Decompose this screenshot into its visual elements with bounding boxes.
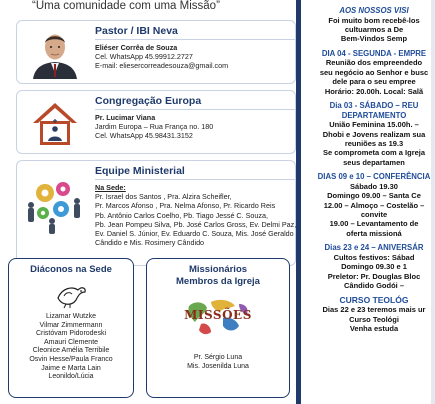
day3-line: Se comprometa com a Igreja	[322, 148, 426, 158]
europa-phone: Cel. WhatsApp 45.98431.3152	[95, 131, 193, 141]
ministerial-card	[16, 160, 296, 266]
missionario-name: Pr. Sérgio Luna	[193, 354, 243, 361]
day4-line: seu negócio ao Senhor e busc	[319, 67, 429, 77]
ministerial-line: Cândido e Mis. Rosimery Cândido	[95, 238, 205, 248]
day9-line: convite	[360, 210, 388, 220]
pastor-name: Eliéser Corrêa de Souza	[95, 43, 178, 52]
pastor-card	[16, 20, 296, 84]
diacono-name: Leonildo/Lúcia	[48, 373, 94, 381]
day23-title: Dias 23 e 24 – ANIVERSÁR	[324, 243, 424, 253]
diacono-name: Osvin Hesse/Paula Franco	[29, 355, 113, 363]
missionarios-box	[146, 258, 290, 398]
day9-line: 19.00 – Levantamento de	[329, 219, 419, 229]
europa-card	[16, 90, 296, 154]
diacono-name: Vilmar Zimmermann	[39, 321, 103, 329]
day23-line: Cândido Godói –	[344, 281, 404, 291]
diaconos-title: Diáconos na Sede	[30, 264, 112, 275]
day3-line: União Feminina 15.00h. –	[329, 120, 419, 130]
pastor-email[interactable]: E-mail: eliesercorreadesouza@gmail.com	[95, 61, 229, 71]
day9-line: oferta missioná	[346, 228, 402, 238]
day9-title: DIAS 09 e 10 – CONFERÊNCIA	[317, 172, 431, 182]
church-house-icon	[21, 97, 89, 149]
pastor-photo	[21, 27, 89, 79]
diacono-name: Jaime e Marta Lain	[41, 364, 101, 372]
ministerial-line: Pr. Marcos Afonso , Pra. Nelma Afonso, Pr. Ricardo Reis	[95, 201, 276, 211]
day3-title: Dia 03 - SÁBADO – REU	[329, 101, 419, 111]
slogan: “Uma comunidade com uma Missão”	[32, 0, 220, 12]
diacono-name: Cristóvam Pidorodeski	[35, 330, 107, 338]
missionario-name: Mis. Josenilda Luna	[187, 362, 249, 370]
day3-title-2: DEPARTAMENTO	[341, 110, 407, 120]
pastor-title: Pastor / IBI Neva	[95, 25, 295, 40]
visitors-line: Foi muito bom recebê-los	[328, 15, 420, 25]
curso-line: Dias 22 e 23 teremos mais ur	[322, 305, 426, 315]
europa-pastor-name: Pr. Lucimar Viana	[95, 113, 156, 122]
curso-line: Curso Teológi	[349, 314, 399, 324]
europa-address: Jardim Europa – Rua França no. 180	[95, 122, 214, 132]
visitors-line: cultuarmos a De	[344, 25, 404, 34]
missionarios-title-2: Membros da Igreja	[176, 276, 260, 287]
left-column	[0, 14, 296, 404]
diacono-name: Lizamar Wutzke	[45, 313, 97, 320]
day4-line: dele para o seu empree	[332, 77, 416, 87]
europa-title: Congregação Europa	[95, 95, 295, 110]
visitors-line: Bem-Vindos Semp	[340, 34, 408, 44]
day3-line: seus departamen	[343, 157, 405, 167]
curso-line: Venha estuda	[349, 323, 399, 333]
day23-line: Preletor: Pr. Douglas Bloc	[327, 271, 421, 281]
visitors-title: AOS NOSSOS VISI	[339, 6, 409, 15]
missionarios-title-1: Missionários	[188, 264, 248, 275]
ministerial-line: Pr. Israel dos Santos , Pra. Alzira Scheifler,	[95, 192, 232, 202]
day9-line: Domingo 09.00 – Santa Ce	[327, 191, 421, 201]
announcements-column	[296, 0, 435, 404]
day4-line: Horário: 20.00h. Local: Salã	[324, 86, 424, 96]
ministerial-line: Pb. Jean Pompeu Silva, Pb. José Carlos Gross, Ev. Delmi Paz,	[95, 219, 297, 229]
missoes-logo-text: MISSÕES	[184, 308, 252, 322]
pastor-phone: Cel. WhatsApp 45.99912.2727	[95, 52, 193, 62]
missoes-logo	[183, 294, 253, 340]
scrollbar[interactable]	[431, 0, 435, 404]
curso-title: CURSO TEOLÓG	[339, 294, 409, 305]
diacono-name: Cleonice Amélia Terribile	[32, 347, 110, 355]
ministerial-line: Ev. Daniel S. Júnior, Ev. Eduardo C. Souza, Mis. José Geraldo	[95, 229, 294, 239]
gears-team-icon	[21, 175, 89, 227]
diaconos-box	[8, 258, 134, 398]
day3-line: Dhobi e Jovens realizam sua	[322, 129, 426, 139]
day4-title: DIA 04 - SEGUNDA - EMPRE	[321, 48, 427, 58]
day23-line: Domingo 09.30 e 1	[341, 262, 407, 272]
ministerial-line: Pb. Antônio Carlos Coelho, Pb. Tiago Jessé C. Souza,	[95, 210, 268, 220]
day9-line: Sábado 19.30	[350, 181, 398, 191]
day3-line: reuniões as 19.3	[344, 139, 404, 149]
day4-line: Reunião dos empreendedo	[325, 58, 423, 68]
sede-label: Na Sede:	[95, 183, 126, 192]
dove-icon	[9, 280, 133, 310]
ministerial-title: Equipe Ministerial	[95, 165, 295, 180]
day23-line: Cultos festivos: Sábad	[333, 252, 415, 262]
diacono-name: Amauri Clemente	[43, 338, 99, 346]
day9-line: 12.00 – Almoço – Costelão –	[323, 200, 425, 210]
